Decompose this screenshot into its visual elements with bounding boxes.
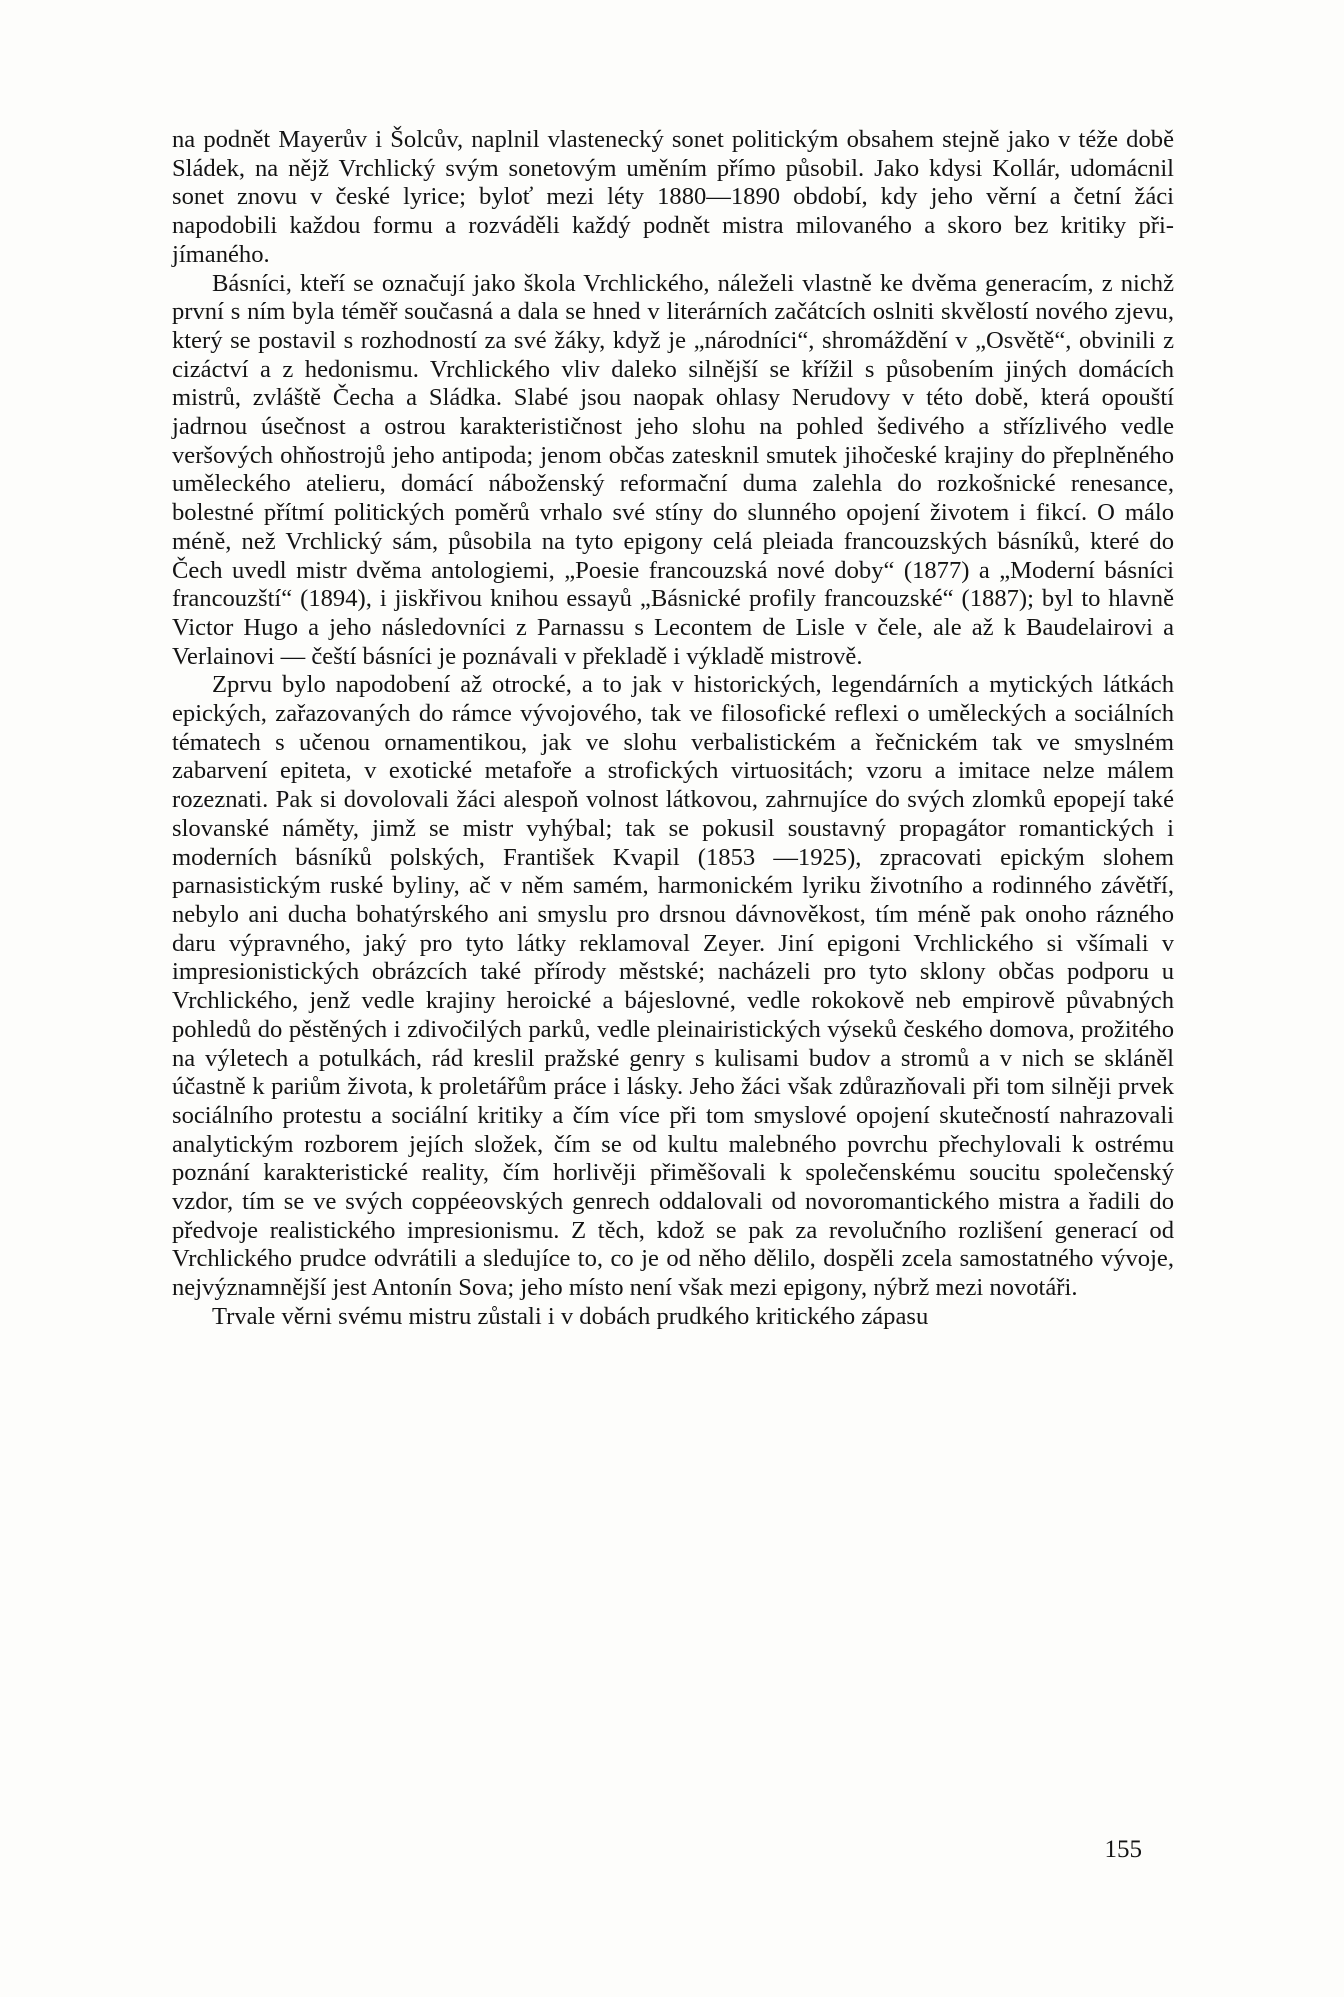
body-text — [172, 126, 1174, 1332]
paragraph-2: Básníci, kteří se označují jako škola Vrchlického, náleželi vlastně ke dvěma generacím, z nichž první s ním byla téměř současná a dala se hned v literárních začátcích oslniti skvělostí nového zjevu, který se postavil s rozhodností za své žáky, když je „národníci“, shromáždění v „Osvětě“, obvinili z cizáctví a z hedonismu. Vrchlického vliv daleko silnější se křížil s působením jiných domácích mistrů, zvláště Čecha a Sládka. Slabé jsou naopak ohlasy Nerudovy v této době, která opouští jadrnou úsečnost a ostrou karakterističnost jeho slohu na pohled šedivého a střízlivého vedle veršových ohňostrojů jeho antipoda; jenom občas zatesknil smutek jihočeské krajiny do přeplněného uměleckého atelieru, domácí náboženský reformační duma zalehla do rozkošnické renesance, bolestné přítmí politických poměrů vrhalo své stíny do slunného opojení životem i fikcí. O málo méně, než Vrchlický sám, působila na tyto epigony celá pleiada francouzských básníků, které do Čech uvedl mistr dvěma antologiemi, „Poesie francouzská nové doby“ (1877) a „Moderní básníci francouzští“ (1894), i jiskřivou knihou essayů „Básnické profily francouzské“ (1887); byl to hlavně Victor Hugo a jeho následovníci z Parnassu s Lecontem de Lisle v čele, ale až k Baudelairovi a Verlainovi — čeští básníci je poznávali v překladě i výkladě mistrově. — [172, 269, 1174, 670]
paragraph-1: na podnět Mayerův i Šolcův, naplnil vlastenecký sonet politickým obsahem stejně jako v téže době Sládek, na nějž Vrchlický svým sonetovým uměním přímo působil. Jako kdysi Kollár, udomácnil sonet znovu v české lyrice; byloť mezi léty 1880—1890 období, kdy jeho věrní a četní žáci napodobili každou formu a rozváděli každý podnět mistra milovaného a skoro bez kritiky přijímaného. — [172, 126, 1174, 268]
paragraph-3: Zprvu bylo napodobení až otrocké, a to jak v historických, legendárních a mytických látkách epických, zařazovaných do rámce vývojového, tak ve filosofické reflexi o uměleckých a sociálních tématech s učenou ornamentikou, jak ve slohu verbalistickém a řečnickém tak ve smyslném zabarvení epiteta, v exotické metafoře a strofických virtuositách; vzoru a imitace nelze málem rozeznati. Pak si dovolovali žáci alespoň volnost látkovou, zahrnujíce do svých zlomků epopejí také slovanské náměty, jimž se mistr vyhýbal; tak se pokusil soustavný propagátor romantických i moderních básníků polských, František Kvapil (1853 —1925), zpracovati epickým slohem parnasistickým ruské byliny, ač v něm samém, harmonickém lyriku životního a rodinného závětří, nebylo ani ducha bohatýrského ani smyslu pro drsnou dávnověkost, tím méně pak onoho rázného daru výpravného, jaký pro tyto látky reklamoval Zeyer. Jiní epigoni Vrchlického si všímali v impresionistických obrázcích také přírody městské; nacházeli pro tyto sklony občas podporu u Vrchlického, jenž vedle krajiny heroické a bájeslovné, vedle rokokově neb empirově půvabných pohledů do pěstěných i zdivočilých parků, vedle pleinairistických výseků českého domova, prožitého na výletech a potulkách, rád kreslil pražské genry s kulisami budov a stromů a v nich se skláněl účastně k pariům života, k proletářům práce i lásky. Jeho žáci však zdůrazňovali při tom silněji prvek sociálního protestu a sociální kritiky a čím více při tom smyslové opojení skutečností nahrazovali analytickým rozborem jejích složek, čím se od kultu malebného povrchu přechylovali k ostrému poznání karakteristické reality, čím horlivěji přiměšovali k společenskému soucitu společenský vzdor, tím se ve svých coppéeovských genrech oddalovali od novoromantického mistra a řadili do předvoje realistického impresionismu. Z těch, kdož se pak za revolučního rozlišení generací od Vrchlického prudce odvrátili a sledujíce to, co je od něho dělilo, dospěli zcela samostatného vývoje, nejvýznamnější jest Antonín Sova; jeho místo není však mezi epigony, nýbrž mezi novotáři. — [172, 671, 1174, 1302]
page-number: 155 — [1104, 1836, 1142, 1863]
paragraph-4: Trvale věrni svému mistru zůstali i v dobách prudkého kritického zápasu — [212, 1302, 929, 1330]
